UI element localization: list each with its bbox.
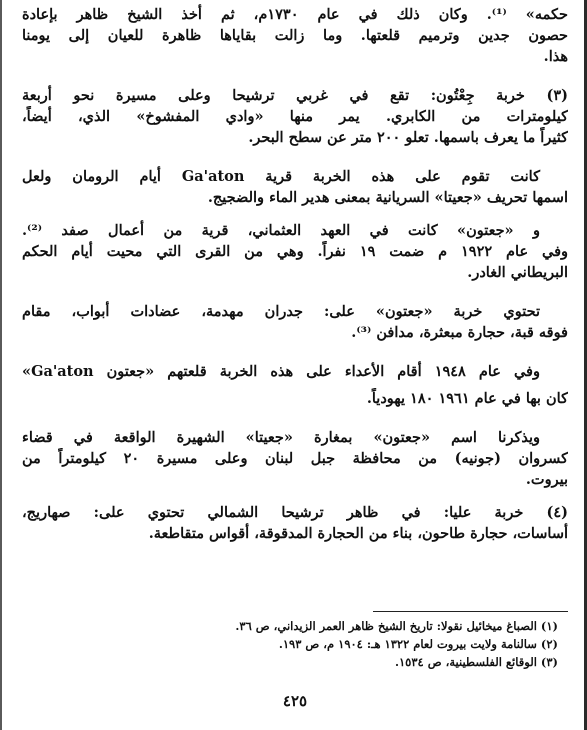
text-line: أساسات، حجارة طاحون، بناء من الحجارة المدقوقة، أقواس متقاطعة. [148,525,568,542]
footnote: (٢) سالنامة ولايت بيروت لعام ١٣٢٢ هـ: ١٩٠٤ م، ص ١٩٣. [278,637,558,651]
paragraph-5 [22,301,568,343]
text-line: وفي عام ١٩٢٢ م ضمت ١٩ نفراً. وهي من القرى التي محيت أيام الحكم [22,243,568,260]
text-line: اسمها تحريف «جعيتا» السريانية بمعنى هدير الماء والضجيج. [207,189,568,206]
text-line: البريطاني الغادر. [467,264,568,281]
text-line: كيلومترات من الكابري. يمر منها «وادي المفشوخ» الذي، أيضاً، [22,108,568,125]
section-heading-line: (٤) خربة عليا: في ظاهر ترشيحا الشمالي تحتوي على: صهاريج، [22,504,568,521]
paragraph-6 [22,361,568,409]
book-page [22,4,568,726]
footnote-divider [373,611,568,612]
text-line: كسروان (جونيه) من محافظة جبل لبنان وعلى مسيرة ٢٠ كيلومتراً من [22,450,568,467]
text-line: فوقه قبة، حجارة مبعثرة، مدافن ⁽³⁾. [351,324,568,341]
text-line: وفي عام ١٩٤٨ أقام الأعداء على هذه الخربة قلعتهم «جعتون Ga'aton» [22,363,540,380]
section-heading-line: (٣) خربة جِعْتُون: تقع في غربي ترشيحا وعلى مسيرة نحو أربعة [22,87,568,104]
page-number: ٤٢٥ [282,692,308,710]
paragraph-2 [22,85,568,148]
text-line: حكمه» ⁽¹⁾. وكان ذلك في عام ١٧٣٠م، ثم أخذ الشيخ ظاهر بإعادة [22,6,568,23]
window-left-border [0,0,2,730]
text-line: ويذكرنا اسم «جعتون» بمغارة «جعيتا» الشهيرة الواقعة في قضاء [22,429,540,446]
text-line: تحتوي خربة «جعتون» على: جدران مهدمة، عضادات أبواب، مقام [22,303,540,320]
paragraph-8 [22,502,568,544]
paragraph-4 [22,220,568,283]
text-line: هذا. [543,48,568,65]
paragraph-1 [22,4,568,67]
footnotes [178,617,558,671]
footnote: (١) الصباغ ميخائيل نقولا: تاريخ الشيخ ظاهر العمر الزيداني، ص ٣٦. [235,619,558,633]
text-line: بيروت. [525,471,568,488]
paragraph-3 [22,166,568,208]
text-line: و «جعتون» كانت في العهد العثماني، قرية من أعمال صفد ⁽²⁾. [22,222,540,239]
paragraph-7 [22,427,568,490]
text-line: كانت تقوم على هذه الخربة قرية Ga'aton أيام الرومان ولعل [22,168,540,185]
text-line: كثيراً ما يعرف باسمها. تعلو ٢٠٠ متر عن سطح البحر. [248,129,568,146]
text-line: حصون جدين وترميم قلعتها. وما زالت بقاياها ظاهرة للعيان إلى يومنا [22,27,568,44]
text-line: كان بها في عام ١٩٦١ ١٨٠ يهودياً. [366,390,568,407]
footnote: (٣) الوقائع الفلسطينية، ص ١٥٣٤. [394,655,558,669]
